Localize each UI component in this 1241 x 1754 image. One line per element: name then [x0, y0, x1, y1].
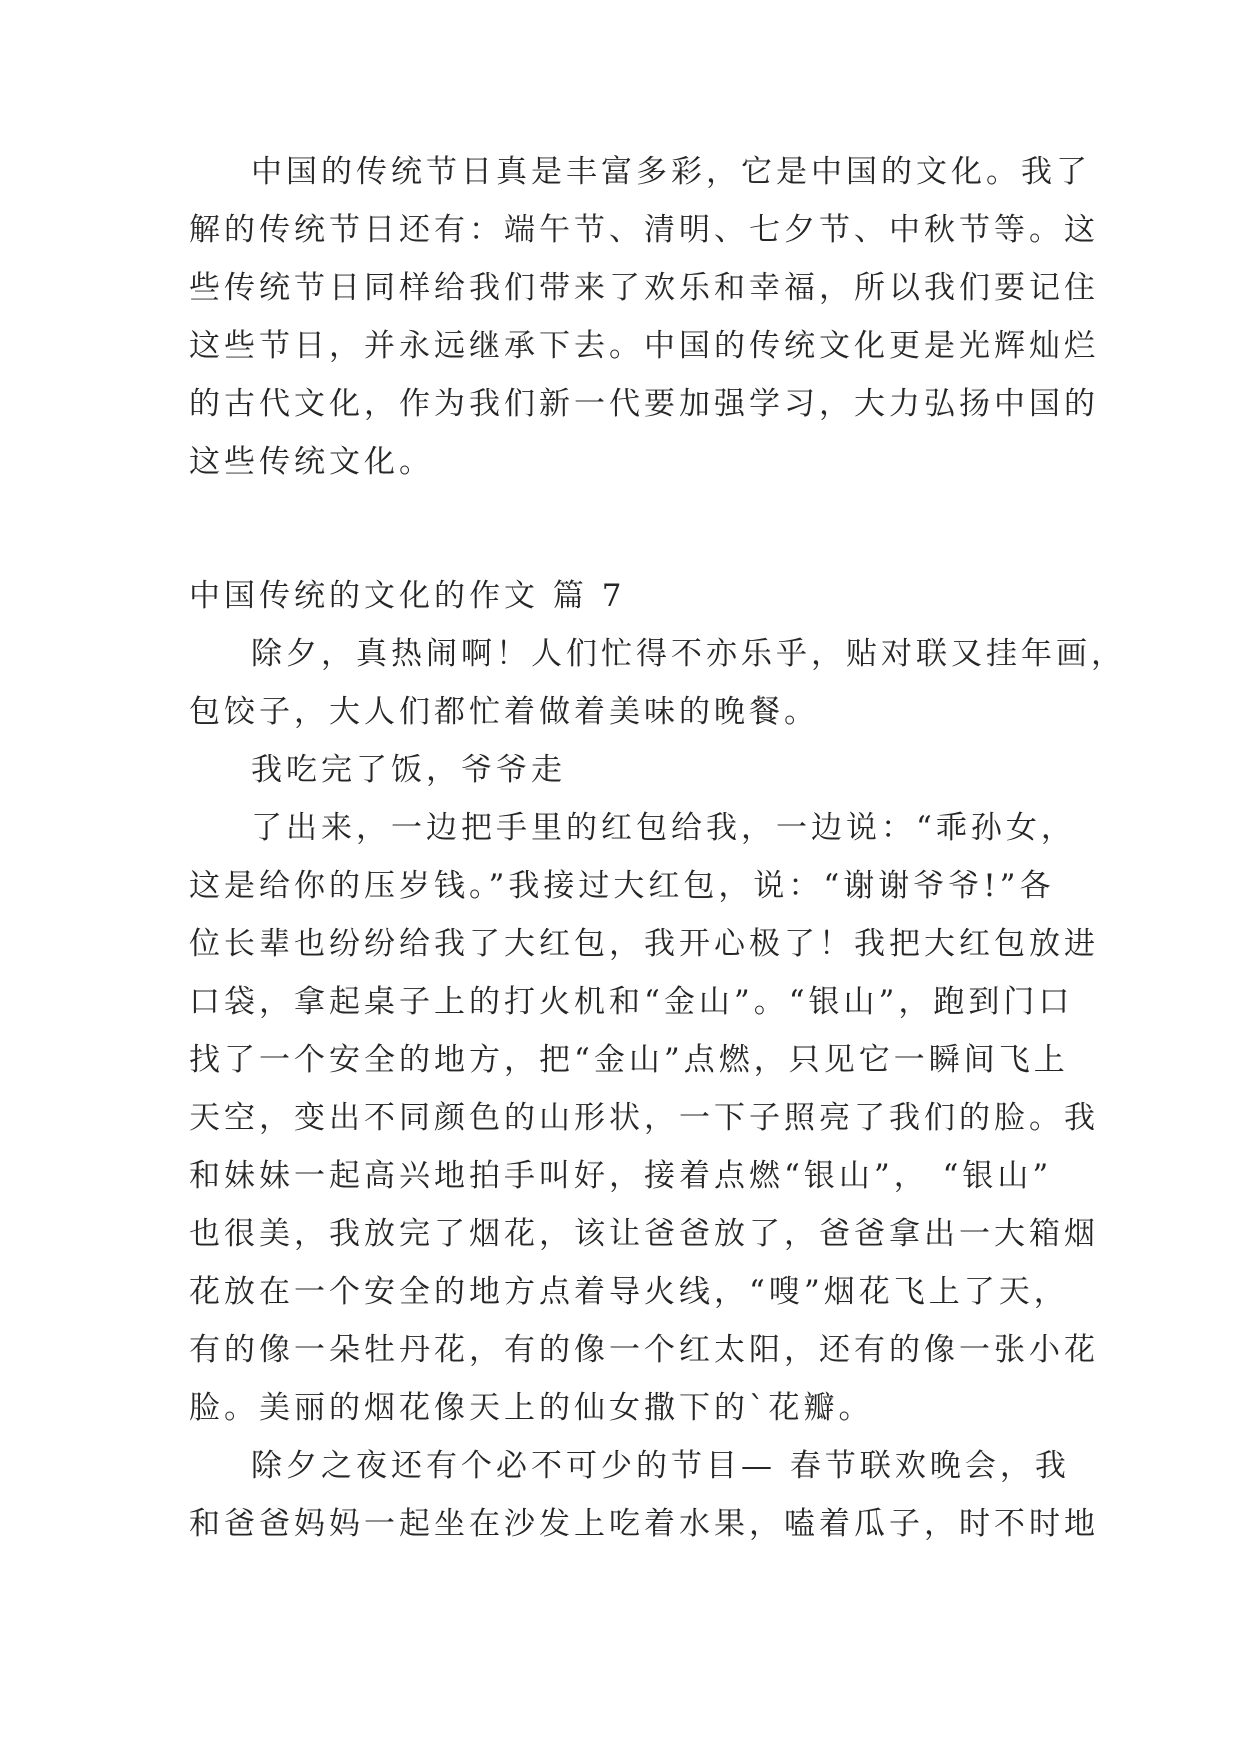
- paragraph-1-line-3: 些传统节日同样给我们带来了欢乐和幸福，所以我们要记住: [189, 270, 1099, 306]
- paragraph-4-line-5: 找了一个安全的地方，把“金山”点燃，只见它一瞬间飞上: [189, 1042, 1069, 1078]
- paragraph-4-line-8: 也很美，我放完了烟花，该让爸爸放了，爸爸拿出一大箱烟: [189, 1216, 1099, 1252]
- paragraph-5-line-1: 除夕之夜还有个必不可少的节目— 春节联欢晚会，我: [251, 1448, 1070, 1484]
- paragraph-1-line-6: 这些传统文化。: [189, 444, 434, 480]
- paragraph-1-line-2: 解的传统节日还有：端午节、清明、七夕节、中秋节等。这: [189, 212, 1099, 248]
- paragraph-1-line-4: 这些节日，并永远继承下去。中国的传统文化更是光辉灿烂: [189, 328, 1099, 364]
- paragraph-4-line-3: 位长辈也纷纷给我了大红包，我开心极了！我把大红包放进: [189, 926, 1099, 962]
- paragraph-4-line-6: 天空，变出不同颜色的山形状，一下子照亮了我们的脸。我: [189, 1100, 1099, 1136]
- paragraph-4-line-7: 和妹妹一起高兴地拍手叫好，接着点燃“银山”， “银山”: [189, 1158, 1053, 1194]
- paragraph-5-line-2: 和爸爸妈妈一起坐在沙发上吃着水果，嗑着瓜子，时不时地: [189, 1506, 1099, 1542]
- paragraph-3-line-1: 我吃完了饭，爷爷走: [251, 752, 566, 788]
- paragraph-4-line-10: 有的像一朵牡丹花，有的像一个红太阳，还有的像一张小花: [189, 1332, 1099, 1368]
- paragraph-4-line-2: 这是给你的压岁钱。”我接过大红包，说：“谢谢爷爷!”各: [189, 868, 1055, 904]
- paragraph-1-line-5: 的古代文化，作为我们新一代要加强学习，大力弘扬中国的: [189, 386, 1099, 422]
- section-title: 中国传统的文化的作文 篇 7: [189, 578, 626, 614]
- paragraph-4-line-11: 脸。美丽的烟花像天上的仙女撒下的`花瓣。: [189, 1390, 874, 1426]
- paragraph-1-line-1: 中国的传统节日真是丰富多彩，它是中国的文化。我了: [251, 154, 1091, 190]
- paragraph-4-line-4: 口袋，拿起桌子上的打火机和“金山”。“银山”，跑到门口: [189, 984, 1074, 1020]
- paragraph-2-line-1: 除夕，真热闹啊！人们忙得不亦乐乎，贴对联又挂年画，: [251, 636, 1126, 672]
- paragraph-4-line-9: 花放在一个安全的地方点着导火线，“嗖”烟花飞上了天，: [189, 1274, 1069, 1310]
- paragraph-4-line-1: 了出来，一边把手里的红包给我，一边说：“乖孙女，: [251, 810, 1076, 846]
- paragraph-2-line-2: 包饺子，大人们都忙着做着美味的晚餐。: [189, 694, 819, 730]
